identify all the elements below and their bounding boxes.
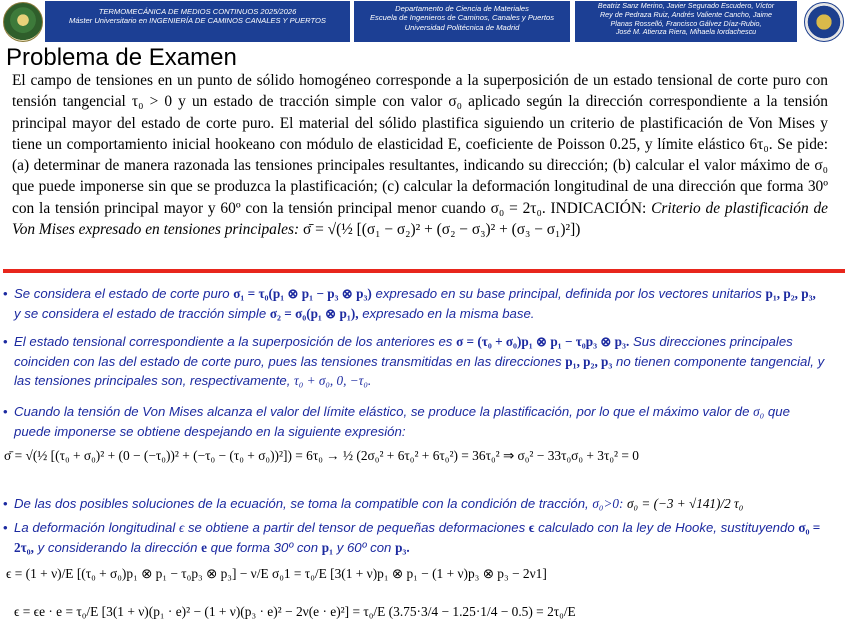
- authors-line-1: Beatriz Sanz Merino, Javier Segurado Escudero, Víctor: [597, 1, 775, 10]
- shear-stress-formula: σ₁ = τ₀(p₁ ⊗ p₁ − p₃ ⊗ p₃): [233, 286, 372, 301]
- solution-bullet-1: [6, 284, 826, 323]
- bullet-2-text-a: El estado tensional correspondiente a la superposición de los anteriores es: [14, 334, 453, 349]
- school-name: Escuela de Ingenieros de Caminos, Canales y Puertos: [369, 13, 555, 23]
- bullet-1-text-c: y se considera el estado de tracción simple: [14, 305, 267, 321]
- vector-p1: p₁: [321, 539, 334, 555]
- department-info: [354, 1, 570, 42]
- solution-bullet-2: [6, 332, 826, 391]
- combined-stress-formula: σ = (τ₀ + σ₀)p₁ ⊗ p₁ − τ₀p₃ ⊗ p₃.: [456, 334, 630, 349]
- bullet-1-text-d: expresado en la misma base.: [362, 305, 535, 321]
- bullet-1-text-b: expresado en su base principal, definida por los vectores unitarios: [375, 286, 762, 301]
- principal-stresses: τ₀ + σ₀, 0, −τ₀.: [294, 373, 372, 389]
- longitudinal-strain-equation: ϵ = ϵe · e = τ₀/E [3(1 + ν)(p₁ · e)² − (1 + ν)(p₃ · e)² − 2ν(e · e)²] = τ₀/E (3.75·3/4 − 1.25·1/4 − 0.5) = 2τ₀/E: [14, 604, 576, 619]
- sigma0-solution: σ₀ = (−3 + √141)/2 τ₀: [627, 496, 744, 511]
- school-crest-icon: [3, 2, 43, 42]
- course-title: TERMOMECÁNICA DE MEDIOS CONTINUOS 2025/2026: [98, 7, 297, 16]
- hint-formula: σ̄ = √(½ [(σ₁ − σ₂)² + (σ₂ − σ₃)² + (σ₃ − σ₁)²]): [302, 221, 581, 239]
- university-name: Universidad Politécnica de Madrid: [404, 22, 520, 32]
- course-info: [45, 1, 350, 42]
- university-seal-icon: [804, 2, 844, 42]
- authors-line-2: Rey de Pedraza Ruiz, Andrés Valiente Cancho, Jaime: [599, 9, 773, 19]
- basis-vectors: p₁, p₂, p₃,: [765, 286, 816, 301]
- strain-tensor-equation: ϵ = (1 + ν)/E [(τ₀ + σ₀)p₁ ⊗ p₁ − τ₀p₃ ⊗ p₃] − ν/E σ₀1 = τ₀/E [3(1 + ν)p₁ ⊗ p₁ − (1 + ν)p₃ ⊗ p₃ − 2ν1]: [6, 566, 547, 581]
- problem-statement: [12, 70, 828, 240]
- tension-stress-formula: σ₂ = σ₀(p₁ ⊗ p₁),: [269, 305, 359, 321]
- sigma0-substitution: σ₀ = 2τ₀,: [14, 520, 821, 555]
- divider-rule: [3, 269, 845, 273]
- statement-text: El campo de tensiones en un punto de sólido homogéneo corresponde a la superposición de un estado tensional de corte puro con tensión tangencial τ₀ > 0 y un estado de tracción simple con valor σ₀ aplicado según la dirección correspondiente a la tensión principal mayor del estado de corte puro. El material del sólido plastifica siguiendo un criterio de plastificación de Von Mises y tiene un comportamiento inicial hookeano con módulo de elasticidad E, coeficiente de Poisson 0.25, y límite elástico 6τ₀. Se pide: (a) determinar de manera razonada las tensiones principales resultantes, indicando su dirección; (b) calcular el valor máximo de σ₀ que puede imponerse sin que se produzca la plastificación; (c) calcular la deformación longitudinal de una dirección que forma 30º con la tensión principal mayor y 60º con la tensión principal menor cuando σ₀ = 2τ₀. INDICACIÓN:: [12, 72, 828, 217]
- authors-line-4: José M. Atienza Riera, Mihaela Iordachescu: [615, 27, 757, 37]
- page-title: Problema de Examen: [6, 44, 237, 71]
- traction-condition: σ₀>0:: [592, 496, 624, 511]
- degree-name: Máster Universitario en INGENIERÍA DE CAMINOS CANALES Y PUERTOS: [69, 16, 326, 26]
- bullet-5-text-b: se obtiene a partir del tensor de pequeñas deformaciones: [187, 520, 526, 535]
- bullet-2-text-c: no tienen componente tangencial, y las tensiones principales son, respectivamente,: [14, 353, 825, 389]
- strain-tensor-symbol: ϵ: [528, 520, 535, 535]
- bullet-5-text-e: que forma 30º con: [210, 539, 319, 555]
- solution-bullet-5: [6, 518, 826, 557]
- sigma0-symbol: σ₀: [753, 404, 765, 419]
- solution-bullet-4: [6, 494, 826, 514]
- authors-info: [575, 1, 797, 42]
- bullet-5-text-a: La deformación longitudinal: [14, 520, 176, 535]
- header-banner: [0, 0, 848, 44]
- solution-bullet-3: [6, 402, 826, 441]
- bullet-5-text-d: y considerando la dirección: [37, 539, 198, 555]
- vector-p3: p₃.: [395, 539, 410, 555]
- bullet-1-text-a: Se considera el estado de corte puro: [14, 286, 230, 301]
- bullet-5-text-c: calculado con la ley de Hooke, sustituyendo: [538, 520, 795, 535]
- von-mises-equation: σ̄ = √(½ [(τ₀ + σ₀)² + (0 − (−τ₀))² + (−τ₀ − (τ₀ + σ₀))²]) = 6τ₀ → ½ (2σ₀² + 6τ₀² + 6τ₀²) = 36τ₀² ⇒ σ₀² − 33τ₀σ₀ + 3τ₀² = 0: [4, 448, 639, 463]
- basis-vectors-2: p₁, p₂, p₃: [565, 353, 613, 369]
- epsilon-symbol: ϵ: [178, 520, 185, 535]
- department-name: Departamento de Ciencia de Materiales: [395, 4, 529, 13]
- bullet-3-text-a: Cuando la tensión de Von Mises alcanza el valor del límite elástico, se produce la plastificación, por lo que el máximo valor de: [14, 404, 750, 419]
- bullet-3-text-b: que puede imponerse se obtiene despejando en la siguiente expresión:: [14, 404, 790, 439]
- bullet-4-text: De las dos posibles soluciones de la ecuación, se toma la compatible con la condición de tracción,: [14, 496, 589, 511]
- hint-text: Criterio de plastificación de Von Mises expresado en tensiones principales:: [12, 199, 828, 239]
- bullet-5-text-f: y 60º con: [336, 539, 392, 555]
- direction-vector: e: [201, 539, 207, 555]
- bullet-2-text-b: Sus direcciones principales coinciden con las del estado de corte puro, pues las tensiones transmitidas en las direcciones: [14, 334, 793, 369]
- authors-line-3: Planas Rosselló, Francisco Gálvez Díaz-Rubio,: [610, 18, 762, 28]
